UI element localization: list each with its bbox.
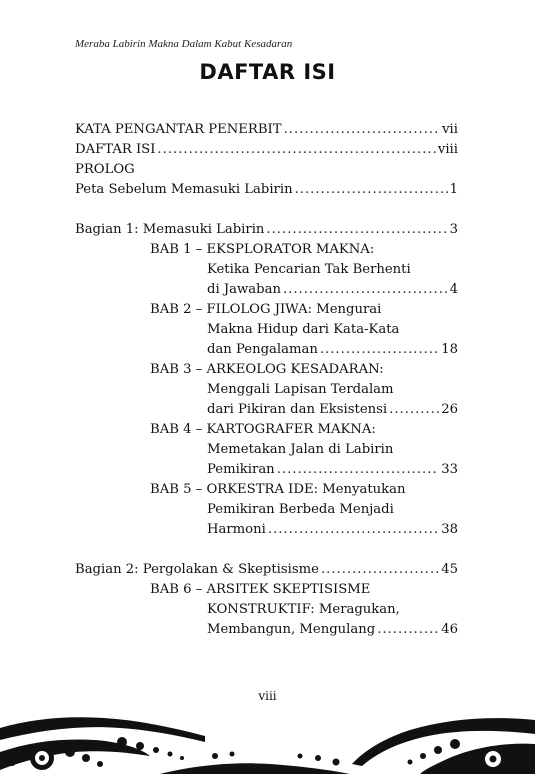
dot-leader xyxy=(157,140,435,160)
toc-entry-bab-4-line-3[interactable] xyxy=(207,460,458,480)
toc-entry-title: PROLOG xyxy=(75,162,135,177)
toc-page-number: 1 xyxy=(449,182,458,197)
page-number: viii xyxy=(258,689,277,703)
toc-entry-title: Peta Sebelum Memasuki Labirin xyxy=(75,182,293,197)
dot-leader xyxy=(320,340,439,360)
dot-leader xyxy=(268,520,439,540)
toc-entry-bab-5-line-2 xyxy=(207,500,458,520)
toc-entry-title: Membangun, Mengulang xyxy=(207,622,376,637)
toc-entry-bab-4[interactable] xyxy=(150,420,458,440)
toc-entry-title: di Jawaban xyxy=(207,282,281,297)
toc-entry-title: Bagian 2: Pergolakan & Skeptisisme xyxy=(75,562,319,577)
toc-entry-prolog[interactable] xyxy=(75,160,458,180)
toc-entry-title: Harmoni xyxy=(207,522,266,537)
toc-entry-bagian-2[interactable] xyxy=(75,560,458,580)
toc-page-number: vii xyxy=(442,122,458,137)
toc-entry-bab-1-line-2 xyxy=(207,260,458,280)
toc-entry-bab-4-line-2 xyxy=(207,440,458,460)
dot-leader xyxy=(321,560,439,580)
toc-entry-peta[interactable] xyxy=(75,180,458,200)
toc-entry-title: Bagian 1: Memasuki Labirin xyxy=(75,222,265,237)
toc-entry-title: DAFTAR ISI xyxy=(75,142,156,157)
toc-entry-bab-5-line-3[interactable] xyxy=(207,520,458,540)
toc-entry-bab-2-line-3[interactable] xyxy=(207,340,458,360)
dot-leader xyxy=(377,620,439,640)
toc-entry-title: BAB 3 – ARKEOLOG KESADARAN: xyxy=(150,362,384,377)
toc-entry-title: Ketika Pencarian Tak Berhenti xyxy=(207,262,411,277)
toc-page-number: 46 xyxy=(441,622,458,637)
toc-entry-bab-1[interactable] xyxy=(150,240,458,260)
decorative-border-ornament xyxy=(0,712,535,774)
toc-entry-bab-2[interactable] xyxy=(150,300,458,320)
toc-entry-title: BAB 4 – KARTOGRAFER MAKNA: xyxy=(150,422,376,437)
toc-page-number: 18 xyxy=(441,342,458,357)
toc-page-number: 33 xyxy=(441,462,458,477)
toc-entry-bab-6[interactable] xyxy=(150,580,458,600)
toc-entry-bab-6-line-2 xyxy=(207,600,458,620)
toc-entry-daftar-isi[interactable] xyxy=(75,140,458,160)
toc-entry-title: Pemikiran xyxy=(207,462,275,477)
toc-entry-bab-3-line-3[interactable] xyxy=(207,400,458,420)
toc-entry-title: dan Pengalaman xyxy=(207,342,318,357)
dot-leader xyxy=(389,400,439,420)
toc-page-number: 45 xyxy=(441,562,458,577)
page-title: DAFTAR ISI xyxy=(199,60,336,84)
toc-page-number: 38 xyxy=(441,522,458,537)
toc-entry-title: BAB 5 – ORKESTRA IDE: Menyatukan xyxy=(150,482,406,497)
toc-entry-title: Makna Hidup dari Kata-Kata xyxy=(207,322,400,337)
dot-leader xyxy=(266,220,447,240)
toc-entry-bab-5[interactable] xyxy=(150,480,458,500)
dot-leader xyxy=(295,180,448,200)
toc-entry-title: KONSTRUKTIF: Meragukan, xyxy=(207,602,400,617)
toc-entry-title: Menggali Lapisan Terdalam xyxy=(207,382,394,397)
toc-entry-bab-2-line-2 xyxy=(207,320,458,340)
toc-entry-bab-6-line-3[interactable] xyxy=(207,620,458,640)
dot-leader xyxy=(283,280,448,300)
toc-entry-title: Memetakan Jalan di Labirin xyxy=(207,442,394,457)
toc-entry-title: BAB 2 – FILOLOG JIWA: Mengurai xyxy=(150,302,382,317)
toc-entry-title: KATA PENGANTAR PENERBIT xyxy=(75,122,282,137)
toc-page-number: 26 xyxy=(441,402,458,417)
toc-page-number: viii xyxy=(437,142,458,157)
toc-entry-bab-3-line-2 xyxy=(207,380,458,400)
dot-leader xyxy=(277,460,440,480)
toc-entry-title: dari Pikiran dan Eksistensi xyxy=(207,402,388,417)
toc-entry-bab-3[interactable] xyxy=(150,360,458,380)
running-head: Meraba Labirin Makna Dalam Kabut Kesadaran xyxy=(75,38,293,50)
toc-page-number: 3 xyxy=(449,222,458,237)
toc-entry-title: BAB 6 – ARSITEK SKEPTISISME xyxy=(150,582,371,597)
toc-entry-bab-1-line-3[interactable] xyxy=(207,280,458,300)
toc-entry-kata-pengantar[interactable] xyxy=(75,120,458,140)
toc-page-number: 4 xyxy=(449,282,458,297)
dot-leader xyxy=(284,120,441,140)
toc-entry-bagian-1[interactable] xyxy=(75,220,458,240)
toc-entry-title: Pemikiran Berbeda Menjadi xyxy=(207,502,394,517)
toc-entry-title: BAB 1 – EKSPLORATOR MAKNA: xyxy=(150,242,375,257)
